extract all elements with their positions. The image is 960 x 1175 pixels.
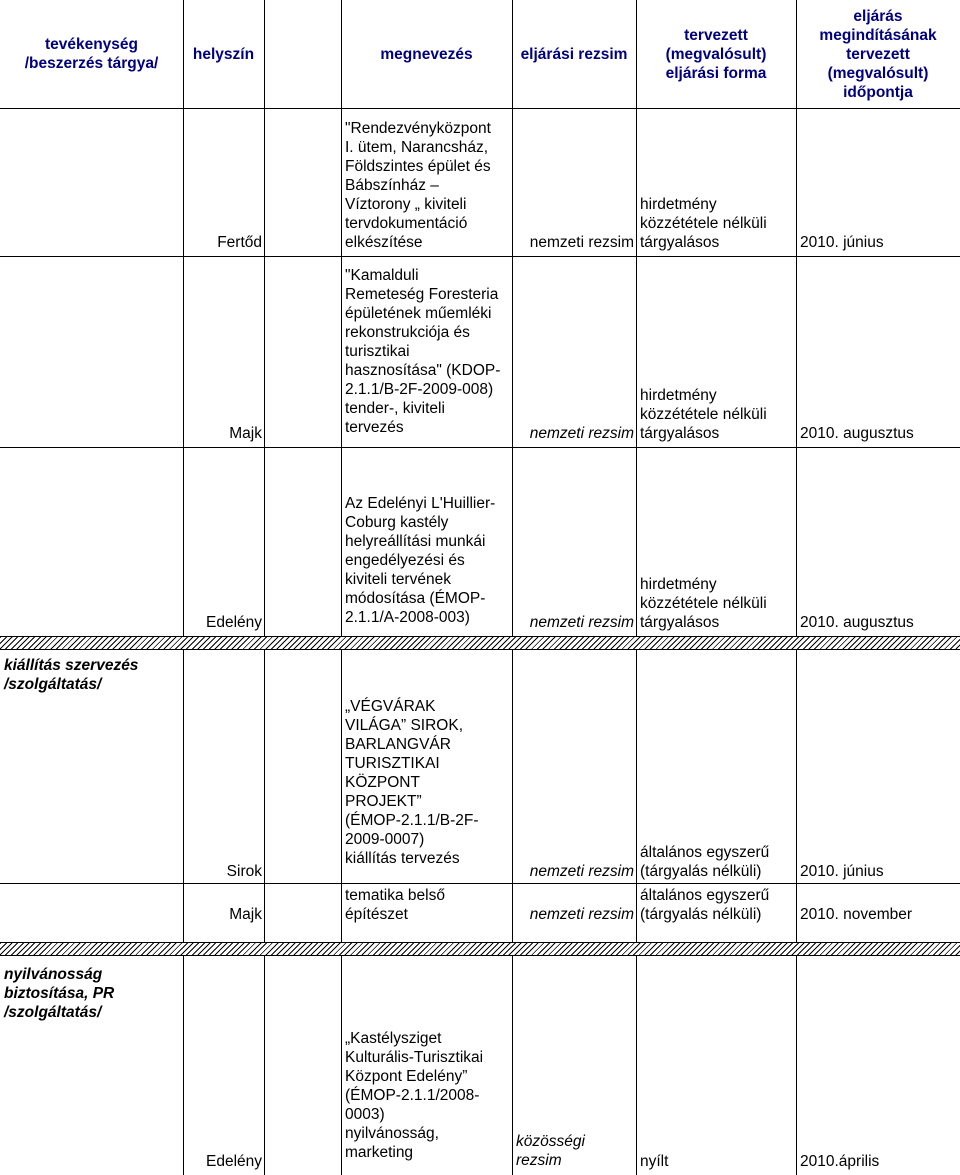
column-divider [636, 0, 637, 1175]
header-regime: eljárási rezsim [520, 45, 628, 63]
row-form: hirdetmény közzététele nélküli tárgyalásos [640, 196, 767, 251]
row-date: 2010. június [800, 863, 884, 880]
row-divider [0, 256, 960, 257]
row-form: hirdetmény közzététele nélküli tárgyalásos [640, 387, 767, 442]
row-location: Edelény [205, 1153, 262, 1170]
row-regime: közösségi rezsim [516, 1133, 585, 1169]
row-name: "Rendezvényközpont I. ütem, Narancsház, Földszintes épület és Bábszínház – Víztorony „ kiviteli tervdokumentáció elkészítése [345, 120, 491, 251]
header-form: tervezett (megvalósult) eljárási forma [665, 26, 767, 82]
category-publicity: nyilvánosság biztosítása, PR /szolgáltatás/ [4, 966, 115, 1021]
row-date: 2010.április [800, 1153, 880, 1170]
row-regime: nemzeti rezsim [529, 863, 634, 880]
row-date: 2010. június [800, 234, 884, 251]
row-date: 2010. november [800, 906, 913, 923]
row-name: tematika belső építészet [345, 887, 445, 923]
row-date: 2010. augusztus [800, 425, 914, 442]
category-exhibition: kiállítás szervezés /szolgáltatás/ [4, 657, 139, 693]
row-regime: nemzeti rezsim [529, 425, 634, 442]
row-location: Majk [229, 906, 262, 923]
row-divider [0, 108, 960, 109]
header-location: helyszín [192, 45, 255, 63]
section-separator [0, 942, 960, 956]
row-regime: nemzeti rezsim [529, 906, 634, 923]
row-name: „VÉGVÁRAK VILÁGA” SIROK, BARLANGVÁR TURISZTIKAI KÖZPONT PROJEKT” (ÉMOP-2.1.1/B-2F- 2009-0007) kiállítás tervezés [345, 698, 479, 867]
row-regime: nemzeti rezsim [529, 614, 634, 631]
row-form: általános egyszerű (tárgyalás nélküli) [640, 844, 770, 880]
column-divider [264, 0, 265, 1175]
row-regime: nemzeti rezsim [529, 234, 634, 251]
row-name: "Kamalduli Remeteség Foresteria épületének műemléki rekonstrukciója és turisztikai hasznosítása" (KDOP- 2.1.1/B-2F-2009-008) tender-, kiviteli tervezés [345, 267, 501, 436]
column-divider [183, 0, 184, 1175]
row-divider [0, 447, 960, 448]
header-name: megnevezés [380, 45, 473, 63]
row-location: Majk [229, 425, 262, 442]
row-date: 2010. augusztus [800, 614, 914, 631]
row-location: Fertőd [217, 234, 262, 251]
row-divider [0, 883, 960, 884]
row-form: hirdetmény közzététele nélküli tárgyalásos [640, 576, 767, 631]
row-location: Edelény [205, 614, 262, 631]
row-location: Sirok [226, 863, 262, 880]
column-divider [341, 0, 342, 1175]
row-name: „Kastélysziget Kulturális-Turisztikai Központ Edelény” (ÉMOP-2.1.1/2008- 0003) nyilvánosság, marketing [345, 1030, 484, 1161]
row-form: általános egyszerű (tárgyalás nélküli) [640, 887, 770, 923]
column-divider [796, 0, 797, 1175]
section-separator [0, 636, 960, 650]
row-form: nyílt [640, 1153, 669, 1170]
header-activity: tevékenység /beszerzés tárgya/ [24, 36, 159, 72]
row-name: Az Edelényi L'Huillier- Coburg kastély helyreállítási munkái engedélyezési és kiviteli tervének módosítása (ÉMOP- 2.1.1/A-2008-003) [345, 495, 496, 626]
header-date: eljárás megindításának tervezett (megvalósult) időpontja [819, 7, 937, 101]
